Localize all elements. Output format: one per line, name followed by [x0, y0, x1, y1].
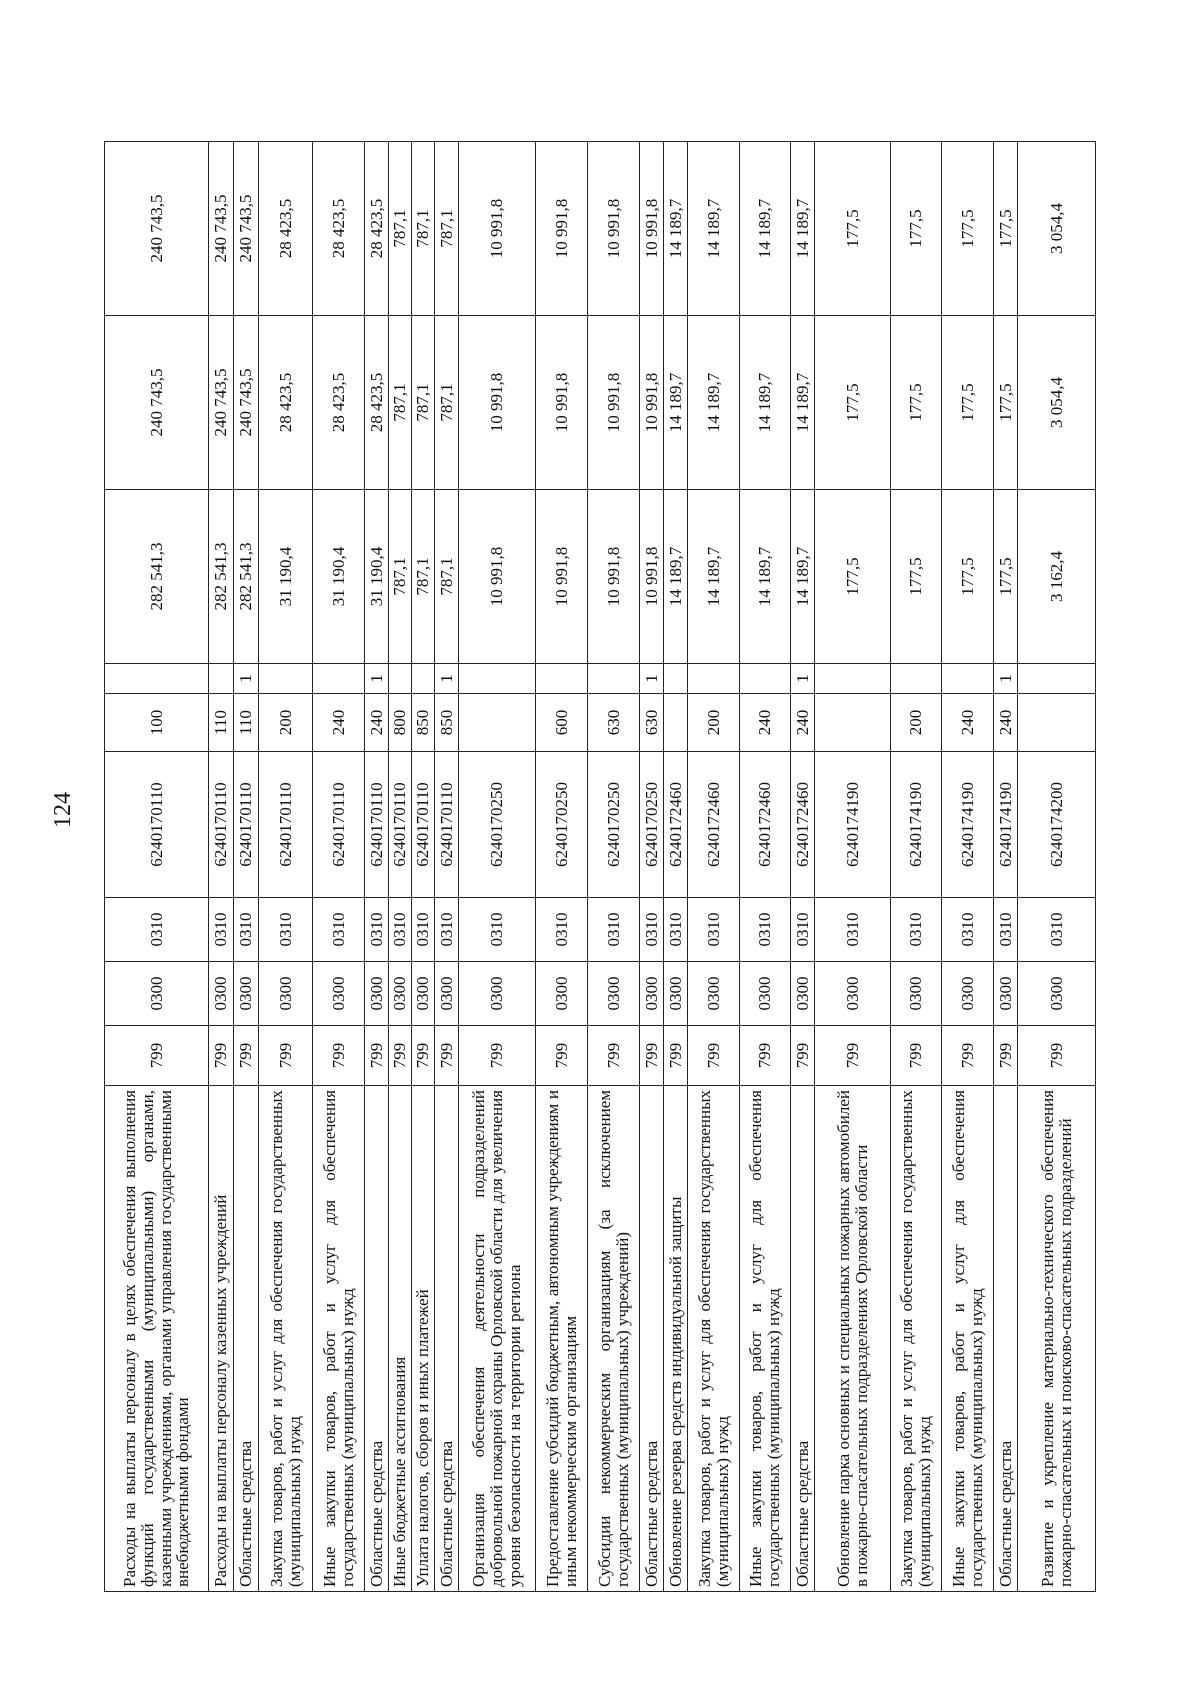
section-code: 0300 [209, 962, 234, 1026]
target-article-code: 6240174190 [815, 752, 891, 898]
subsection-code: 0310 [412, 898, 435, 962]
amount-col-2: 14 189,7 [664, 316, 688, 490]
table-row [891, 142, 942, 1592]
subsection-code: 0310 [891, 898, 942, 962]
amount-col-1: 10 991,8 [536, 490, 588, 664]
target-article-code: 6240174190 [942, 752, 994, 898]
section-code: 0300 [664, 962, 688, 1026]
table-row [105, 142, 209, 1592]
expense-type-code: 240 [942, 694, 994, 752]
subsection-code: 0310 [435, 898, 459, 962]
amount-col-3: 14 189,7 [791, 142, 815, 316]
amount-col-3: 14 189,7 [740, 142, 791, 316]
section-code: 0300 [791, 962, 815, 1026]
amount-col-2: 787,1 [435, 316, 459, 490]
amount-col-3: 28 423,5 [259, 142, 313, 316]
gr-code: 799 [365, 1026, 389, 1086]
target-article-code: 6240170110 [259, 752, 313, 898]
subsection-code: 0310 [588, 898, 640, 962]
source-code: 1 [640, 664, 664, 694]
amount-col-1: 282 541,3 [209, 490, 234, 664]
table-row [259, 142, 313, 1592]
source-code [1018, 664, 1096, 694]
table-row [588, 142, 640, 1592]
source-code [740, 664, 791, 694]
target-article-code: 6240170110 [412, 752, 435, 898]
gr-code: 799 [740, 1026, 791, 1086]
amount-col-1: 14 189,7 [664, 490, 688, 664]
row-name: Обновление парка основных и специальных пожарных автомобилей в пожарно-спасательных подразделениях Орловской области [815, 1086, 891, 1592]
target-article-code: 6240170110 [209, 752, 234, 898]
amount-col-2: 10 991,8 [640, 316, 664, 490]
amount-col-2: 177,5 [942, 316, 994, 490]
row-name: Иные закупки товаров, работ и услуг для обеспечения государственных (муниципальных) нужд [313, 1086, 365, 1592]
row-name: Иные закупки товаров, работ и услуг для обеспечения государственных (муниципальных) нужд [740, 1086, 791, 1592]
amount-col-1: 3 162,4 [1018, 490, 1096, 664]
amount-col-2: 240 743,5 [234, 316, 259, 490]
amount-col-3: 14 189,7 [688, 142, 740, 316]
subsection-code: 0310 [815, 898, 891, 962]
row-name: Иные бюджетные ассигнования [389, 1086, 412, 1592]
target-article-code: 6240170250 [536, 752, 588, 898]
amount-col-2: 787,1 [389, 316, 412, 490]
amount-col-1: 14 189,7 [791, 490, 815, 664]
row-name: Областные средства [435, 1086, 459, 1592]
amount-col-1: 787,1 [435, 490, 459, 664]
target-article-code: 6240172460 [740, 752, 791, 898]
source-code: 1 [435, 664, 459, 694]
amount-col-3: 177,5 [994, 142, 1018, 316]
source-code [313, 664, 365, 694]
amount-col-1: 31 190,4 [259, 490, 313, 664]
expense-type-code: 240 [313, 694, 365, 752]
amount-col-2: 240 743,5 [105, 316, 209, 490]
row-name: Расходы на выплаты персоналу казенных учреждений [209, 1086, 234, 1592]
source-code: 1 [791, 664, 815, 694]
expense-type-code: 200 [259, 694, 313, 752]
expense-type-code: 240 [791, 694, 815, 752]
target-article-code: 6240170250 [588, 752, 640, 898]
section-code: 0300 [389, 962, 412, 1026]
gr-code: 799 [891, 1026, 942, 1086]
subsection-code: 0310 [259, 898, 313, 962]
amount-col-3: 14 189,7 [664, 142, 688, 316]
gr-code: 799 [791, 1026, 815, 1086]
amount-col-2: 10 991,8 [536, 316, 588, 490]
row-name: Областные средства [791, 1086, 815, 1592]
subsection-code: 0310 [209, 898, 234, 962]
gr-code: 799 [536, 1026, 588, 1086]
subsection-code: 0310 [640, 898, 664, 962]
target-article-code: 6240170250 [640, 752, 664, 898]
target-article-code: 6240172460 [664, 752, 688, 898]
source-code [942, 664, 994, 694]
section-code: 0300 [994, 962, 1018, 1026]
amount-col-1: 14 189,7 [740, 490, 791, 664]
source-code [459, 664, 536, 694]
amount-col-3: 787,1 [412, 142, 435, 316]
gr-code: 799 [259, 1026, 313, 1086]
table-row [365, 142, 389, 1592]
subsection-code: 0310 [105, 898, 209, 962]
amount-col-3: 10 991,8 [588, 142, 640, 316]
row-name: Обновление резерва средств индивидуальной защиты [664, 1086, 688, 1592]
amount-col-2: 14 189,7 [791, 316, 815, 490]
amount-col-1: 282 541,3 [105, 490, 209, 664]
subsection-code: 0310 [688, 898, 740, 962]
subsection-code: 0310 [459, 898, 536, 962]
expense-type-code: 630 [588, 694, 640, 752]
table-row [942, 142, 994, 1592]
amount-col-1: 177,5 [815, 490, 891, 664]
amount-col-1: 10 991,8 [459, 490, 536, 664]
row-name: Закупка товаров, работ и услуг для обеспечения государственных (муниципальных) нужд [259, 1086, 313, 1592]
amount-col-2: 14 189,7 [688, 316, 740, 490]
target-article-code: 6240170110 [105, 752, 209, 898]
row-name: Областные средства [365, 1086, 389, 1592]
amount-col-3: 10 991,8 [459, 142, 536, 316]
amount-col-3: 177,5 [942, 142, 994, 316]
target-article-code: 6240174200 [1018, 752, 1096, 898]
source-code [891, 664, 942, 694]
table-row [313, 142, 365, 1592]
row-name: Закупка товаров, работ и услуг для обеспечения государственных (муниципальных) нужд [688, 1086, 740, 1592]
amount-col-3: 240 743,5 [209, 142, 234, 316]
section-code: 0300 [536, 962, 588, 1026]
section-code: 0300 [1018, 962, 1096, 1026]
table-row [209, 142, 234, 1592]
section-code: 0300 [234, 962, 259, 1026]
row-name: Предоставление субсидий бюджетным, автономным учреждениям и иным некоммерческим организациям [536, 1086, 588, 1592]
subsection-code: 0310 [536, 898, 588, 962]
amount-col-3: 787,1 [389, 142, 412, 316]
subsection-code: 0310 [740, 898, 791, 962]
row-name: Расходы на выплаты персоналу в целях обеспечения выполнения функций государственными (муниципальными) органами, казенными учреждениями, органами управления государственными внебюджетными фондами [105, 1086, 209, 1592]
amount-col-2: 28 423,5 [365, 316, 389, 490]
amount-col-1: 10 991,8 [640, 490, 664, 664]
section-code: 0300 [412, 962, 435, 1026]
expense-type-code: 100 [105, 694, 209, 752]
amount-col-1: 31 190,4 [365, 490, 389, 664]
source-code [536, 664, 588, 694]
subsection-code: 0310 [664, 898, 688, 962]
row-name: Областные средства [234, 1086, 259, 1592]
gr-code: 799 [234, 1026, 259, 1086]
amount-col-1: 10 991,8 [588, 490, 640, 664]
amount-col-2: 10 991,8 [588, 316, 640, 490]
gr-code: 799 [994, 1026, 1018, 1086]
amount-col-2: 28 423,5 [259, 316, 313, 490]
target-article-code: 6240170110 [313, 752, 365, 898]
amount-col-1: 31 190,4 [313, 490, 365, 664]
budget-table [104, 141, 1096, 1592]
source-code [412, 664, 435, 694]
table-row [994, 142, 1018, 1592]
subsection-code: 0310 [791, 898, 815, 962]
gr-code: 799 [209, 1026, 234, 1086]
section-code: 0300 [815, 962, 891, 1026]
subsection-code: 0310 [234, 898, 259, 962]
amount-col-3: 787,1 [435, 142, 459, 316]
table-row [640, 142, 664, 1592]
table-row [435, 142, 459, 1592]
gr-code: 799 [688, 1026, 740, 1086]
expense-type-code [459, 694, 536, 752]
expense-type-code: 600 [536, 694, 588, 752]
gr-code: 799 [1018, 1026, 1096, 1086]
gr-code: 799 [105, 1026, 209, 1086]
target-article-code: 6240170110 [365, 752, 389, 898]
expense-type-code: 240 [365, 694, 389, 752]
gr-code: 799 [412, 1026, 435, 1086]
row-name: Областные средства [994, 1086, 1018, 1592]
amount-col-3: 28 423,5 [313, 142, 365, 316]
page-number: 124 [50, 792, 76, 828]
expense-type-code: 850 [435, 694, 459, 752]
amount-col-1: 177,5 [942, 490, 994, 664]
target-article-code: 6240174190 [891, 752, 942, 898]
amount-col-3: 10 991,8 [536, 142, 588, 316]
amount-col-3: 177,5 [815, 142, 891, 316]
source-code [588, 664, 640, 694]
section-code: 0300 [740, 962, 791, 1026]
target-article-code: 6240172460 [791, 752, 815, 898]
source-code [259, 664, 313, 694]
section-code: 0300 [365, 962, 389, 1026]
subsection-code: 0310 [365, 898, 389, 962]
expense-type-code: 800 [389, 694, 412, 752]
row-name: Областные средства [640, 1086, 664, 1592]
source-code: 1 [365, 664, 389, 694]
gr-code: 799 [815, 1026, 891, 1086]
table-row [791, 142, 815, 1592]
section-code: 0300 [688, 962, 740, 1026]
amount-col-1: 177,5 [994, 490, 1018, 664]
subsection-code: 0310 [942, 898, 994, 962]
target-article-code: 6240172460 [688, 752, 740, 898]
source-code [209, 664, 234, 694]
section-code: 0300 [588, 962, 640, 1026]
amount-col-2: 177,5 [815, 316, 891, 490]
amount-col-2: 28 423,5 [313, 316, 365, 490]
expense-type-code: 200 [688, 694, 740, 752]
row-name: Иные закупки товаров, работ и услуг для обеспечения государственных (муниципальных) нужд [942, 1086, 994, 1592]
subsection-code: 0310 [313, 898, 365, 962]
amount-col-1: 177,5 [891, 490, 942, 664]
section-code: 0300 [105, 962, 209, 1026]
table-row [815, 142, 891, 1592]
expense-type-code: 240 [740, 694, 791, 752]
amount-col-3: 3 054,4 [1018, 142, 1096, 316]
amount-col-2: 240 743,5 [209, 316, 234, 490]
amount-col-2: 177,5 [994, 316, 1018, 490]
row-name: Развитие и укрепление материально-технического обеспечения пожарно-спасательных и поисково-спасательных подразделений [1018, 1086, 1096, 1592]
expense-type-code: 850 [412, 694, 435, 752]
amount-col-1: 282 541,3 [234, 490, 259, 664]
amount-col-3: 240 743,5 [105, 142, 209, 316]
source-code [105, 664, 209, 694]
source-code [664, 664, 688, 694]
source-code [815, 664, 891, 694]
amount-col-1: 787,1 [412, 490, 435, 664]
target-article-code: 6240170250 [459, 752, 536, 898]
amount-col-3: 10 991,8 [640, 142, 664, 316]
amount-col-2: 787,1 [412, 316, 435, 490]
table-row [234, 142, 259, 1592]
target-article-code: 6240170110 [389, 752, 412, 898]
section-code: 0300 [640, 962, 664, 1026]
table-row [389, 142, 412, 1592]
amount-col-2: 177,5 [891, 316, 942, 490]
amount-col-3: 28 423,5 [365, 142, 389, 316]
section-code: 0300 [942, 962, 994, 1026]
source-code: 1 [994, 664, 1018, 694]
table-row [536, 142, 588, 1592]
subsection-code: 0310 [994, 898, 1018, 962]
row-name: Закупка товаров, работ и услуг для обеспечения государственных (муниципальных) нужд [891, 1086, 942, 1592]
gr-code: 799 [640, 1026, 664, 1086]
amount-col-2: 14 189,7 [740, 316, 791, 490]
gr-code: 799 [435, 1026, 459, 1086]
table-row [1018, 142, 1096, 1592]
section-code: 0300 [891, 962, 942, 1026]
expense-type-code: 240 [994, 694, 1018, 752]
row-name: Уплата налогов, сборов и иных платежей [412, 1086, 435, 1592]
gr-code: 799 [588, 1026, 640, 1086]
source-code [688, 664, 740, 694]
table-row [459, 142, 536, 1592]
expense-type-code [664, 694, 688, 752]
expense-type-code: 110 [209, 694, 234, 752]
gr-code: 799 [664, 1026, 688, 1086]
subsection-code: 0310 [1018, 898, 1096, 962]
expense-type-code: 110 [234, 694, 259, 752]
gr-code: 799 [313, 1026, 365, 1086]
table-row [688, 142, 740, 1592]
section-code: 0300 [313, 962, 365, 1026]
row-name: Организация обеспечения деятельности подразделений добровольной пожарной охраны Орловской области для увеличения уровня безопасности на территории региона [459, 1086, 536, 1592]
target-article-code: 6240170110 [234, 752, 259, 898]
expense-type-code: 630 [640, 694, 664, 752]
amount-col-2: 3 054,4 [1018, 316, 1096, 490]
expense-type-code: 200 [891, 694, 942, 752]
row-name: Субсидии некоммерческим организациям (за исключением государственных (муниципальных) учреждений) [588, 1086, 640, 1592]
target-article-code: 6240170110 [435, 752, 459, 898]
subsection-code: 0310 [389, 898, 412, 962]
gr-code: 799 [942, 1026, 994, 1086]
amount-col-1: 14 189,7 [688, 490, 740, 664]
amount-col-2: 10 991,8 [459, 316, 536, 490]
section-code: 0300 [459, 962, 536, 1026]
expense-type-code [1018, 694, 1096, 752]
amount-col-3: 240 743,5 [234, 142, 259, 316]
source-code: 1 [234, 664, 259, 694]
gr-code: 799 [459, 1026, 536, 1086]
section-code: 0300 [435, 962, 459, 1026]
table-row [664, 142, 688, 1592]
table-row [740, 142, 791, 1592]
amount-col-3: 177,5 [891, 142, 942, 316]
rotated-table-container [104, 142, 1075, 1592]
source-code [389, 664, 412, 694]
expense-type-code [815, 694, 891, 752]
target-article-code: 6240174190 [994, 752, 1018, 898]
section-code: 0300 [259, 962, 313, 1026]
amount-col-1: 787,1 [389, 490, 412, 664]
table-row [412, 142, 435, 1592]
gr-code: 799 [389, 1026, 412, 1086]
